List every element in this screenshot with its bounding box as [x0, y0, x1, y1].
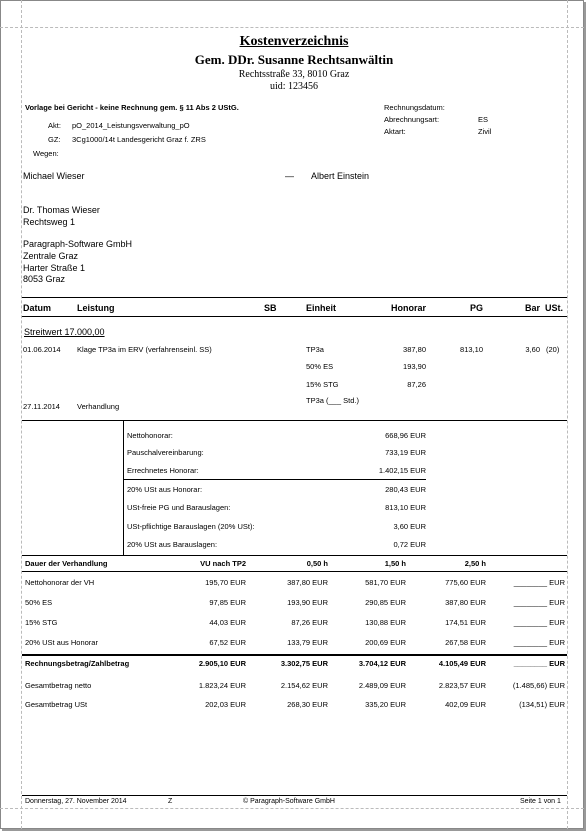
duration-header-col: 0,50 h	[306, 559, 328, 568]
aktart-value: Zivil	[478, 127, 492, 136]
duration-cell: 2.489,09 EUR	[358, 681, 406, 690]
duration-cell: 97,85 EUR	[209, 598, 246, 607]
summary-value: 0,72 EUR	[393, 540, 426, 549]
duration-cell: 387,80 EUR	[287, 578, 328, 587]
aktart-label: Aktart:	[384, 127, 406, 136]
duration-cell: 130,88 EUR	[365, 618, 406, 627]
duration-cell: 4.105,49 EUR	[438, 659, 486, 668]
duration-header-col: 1,50 h	[384, 559, 406, 568]
entry-bar: 3,60	[525, 345, 540, 354]
margin-guide-top	[0, 27, 584, 28]
summary-value: 813,10 EUR	[385, 503, 426, 512]
duration-cell: 3.704,12 EUR	[358, 659, 406, 668]
summary-value: 280,43 EUR	[385, 485, 426, 494]
streitwert: Streitwert 17.000,00	[24, 327, 105, 337]
col-pg: PG	[469, 303, 483, 313]
margin-guide-bottom	[0, 808, 584, 809]
col-sb: SB	[264, 303, 277, 313]
margin-guide-left	[21, 0, 22, 829]
summary-label: Errechnetes Honorar:	[127, 466, 199, 475]
sender-line: Harter Straße 1	[23, 263, 86, 273]
duration-cell: 87,26 EUR	[291, 618, 328, 627]
duration-cell: ________ EUR	[513, 598, 565, 607]
summary-label: Nettohonorar:	[127, 431, 173, 440]
summary-rule	[124, 479, 426, 480]
entry-ust: (20)	[546, 345, 560, 354]
summary-value: 3,60 EUR	[393, 522, 426, 531]
sender-line: Zentrale Graz	[23, 251, 79, 261]
court-notice: Vorlage bei Gericht - keine Rechnung gem. § 11 Abs 2 UStG.	[25, 103, 239, 112]
firm-uid: uid: 123456	[269, 81, 319, 92]
entry-honorar: 387,80	[403, 345, 426, 354]
duration-row-label: 20% USt aus Honorar	[25, 638, 98, 647]
duration-cell: ________ EUR	[513, 638, 565, 647]
sender-line: Paragraph-Software GmbH	[23, 239, 133, 249]
entry-einheit: TP3a	[306, 345, 324, 354]
summary-value: 733,19 EUR	[385, 448, 426, 457]
duration-cell: 195,70 EUR	[205, 578, 246, 587]
duration-cell: 202,03 EUR	[205, 700, 246, 709]
entries-end-rule	[22, 420, 567, 421]
entry-einheit: TP3a (___ Std.)	[306, 396, 359, 405]
gz-value: 3Cg1000/14t Landesgericht Graz f. ZRS	[72, 135, 206, 144]
duration-cell: 2.154,62 EUR	[280, 681, 328, 690]
summary-value: 1.402,15 EUR	[378, 466, 426, 475]
akt-label: Akt:	[48, 121, 61, 130]
col-datum: Datum	[23, 303, 52, 313]
duration-header-col: 2,50 h	[464, 559, 486, 568]
footer-page: Seite 1 von 1	[520, 798, 561, 805]
entry-honorar: 87,26	[407, 380, 426, 389]
col-leistung: Leistung	[77, 303, 115, 313]
recipient-line: Dr. Thomas Wieser	[23, 205, 100, 215]
duration-cell: 290,85 EUR	[365, 598, 406, 607]
gz-label: GZ:	[48, 135, 61, 144]
footer-copyright: © Paragraph-Software GmbH	[243, 798, 335, 805]
duration-top-rule	[22, 555, 567, 556]
duration-header-rule	[22, 571, 567, 572]
col-honorar: Honorar	[390, 303, 426, 313]
rechnungsdatum-label: Rechnungsdatum:	[384, 103, 445, 112]
summary-value: 668,96 EUR	[385, 431, 426, 440]
duration-row-label: Rechnungsbetrag/Zahlbetrag	[25, 659, 130, 668]
duration-cell: 268,30 EUR	[287, 700, 328, 709]
table-top-rule	[22, 297, 567, 298]
firm-name: Gem. DDr. Susanne Rechtsanwältin	[194, 52, 394, 67]
wegen-label: Wegen:	[33, 149, 59, 158]
entry-honorar: 193,90	[403, 362, 426, 371]
duration-row-label: Nettohonorar der VH	[25, 578, 95, 587]
entry-einheit: 50% ES	[306, 362, 334, 371]
table-header-rule	[22, 316, 567, 317]
duration-cell: 775,60 EUR	[445, 578, 486, 587]
duration-row-label: 15% STG	[25, 618, 58, 627]
footer-date: Donnerstag, 27. November 2014	[25, 798, 127, 805]
party-left: Michael Wieser	[23, 171, 85, 181]
firm-address: Rechtsstraße 33, 8010 Graz	[238, 69, 350, 80]
col-einheit: Einheit	[306, 303, 337, 313]
footer-z: Z	[168, 798, 173, 805]
duration-cell: 200,69 EUR	[365, 638, 406, 647]
duration-cell: 67,52 EUR	[209, 638, 246, 647]
duration-cell: 174,51 EUR	[445, 618, 486, 627]
duration-cell: (134,51) EUR	[519, 700, 565, 709]
entry-pg: 813,10	[460, 345, 483, 354]
duration-cell: 44,03 EUR	[209, 618, 246, 627]
entry-einheit: 15% STG	[306, 380, 339, 389]
duration-cell: 3.302,75 EUR	[280, 659, 328, 668]
col-bar: Bar	[524, 303, 540, 313]
recipient-line: Rechtsweg 1	[23, 217, 76, 227]
entry-leistung: Verhandlung	[77, 402, 120, 411]
summary-label: Pauschalvereinbarung:	[127, 448, 204, 457]
duration-cell: ________ EUR	[513, 618, 565, 627]
duration-cell: 267,58 EUR	[445, 638, 486, 647]
summary-label: 20% USt aus Barauslagen:	[127, 540, 218, 549]
duration-cell: 2.823,57 EUR	[438, 681, 486, 690]
duration-header-col: VU nach TP2	[200, 559, 246, 568]
totals-top-rule	[22, 654, 567, 656]
duration-cell: 335,20 EUR	[365, 700, 406, 709]
abrechnungsart-value: ES	[478, 115, 489, 124]
entry-datum: 27.11.2014	[23, 402, 60, 411]
duration-row-label: Gesamtbetrag netto	[25, 681, 92, 690]
duration-cell: (1.485,66) EUR	[512, 681, 565, 690]
duration-cell: ________ EUR	[513, 578, 565, 587]
duration-cell: 193,90 EUR	[287, 598, 328, 607]
duration-cell: 581,70 EUR	[365, 578, 406, 587]
sender-line: 8053 Graz	[23, 274, 66, 284]
duration-cell: 2.905,10 EUR	[198, 659, 246, 668]
summary-left-rule	[123, 421, 124, 556]
duration-cell: 402,09 EUR	[445, 700, 486, 709]
akt-value: pO_2014_Leistungsverwaltung_pO	[72, 121, 190, 130]
duration-cell: ________ EUR	[513, 659, 565, 668]
duration-cell: 387,80 EUR	[445, 598, 486, 607]
margin-guide-right	[567, 0, 568, 829]
summary-label: USt-freie PG und Barauslagen:	[127, 503, 231, 512]
document-title: Kostenverzeichnis	[239, 34, 349, 49]
duration-row-label: Gesamtbetrag USt	[25, 700, 88, 709]
party-separator: —	[285, 171, 294, 181]
duration-row-label: 50% ES	[25, 598, 53, 607]
summary-label: USt-pflichtige Barauslagen (20% USt):	[127, 522, 255, 531]
duration-cell: 133,79 EUR	[287, 638, 328, 647]
entry-datum: 01.06.2014	[23, 345, 61, 354]
duration-cell: 1.823,24 EUR	[198, 681, 246, 690]
party-right: Albert Einstein	[311, 171, 370, 181]
abrechnungsart-label: Abrechnungsart:	[384, 115, 440, 124]
entry-leistung: Klage TP3a im ERV (verfahrenseinl. SS)	[77, 345, 212, 354]
summary-label: 20% USt aus Honorar:	[127, 485, 203, 494]
col-ust: USt.	[545, 303, 563, 313]
footer-rule	[22, 795, 567, 796]
duration-header-label: Dauer der Verhandlung	[25, 559, 108, 568]
